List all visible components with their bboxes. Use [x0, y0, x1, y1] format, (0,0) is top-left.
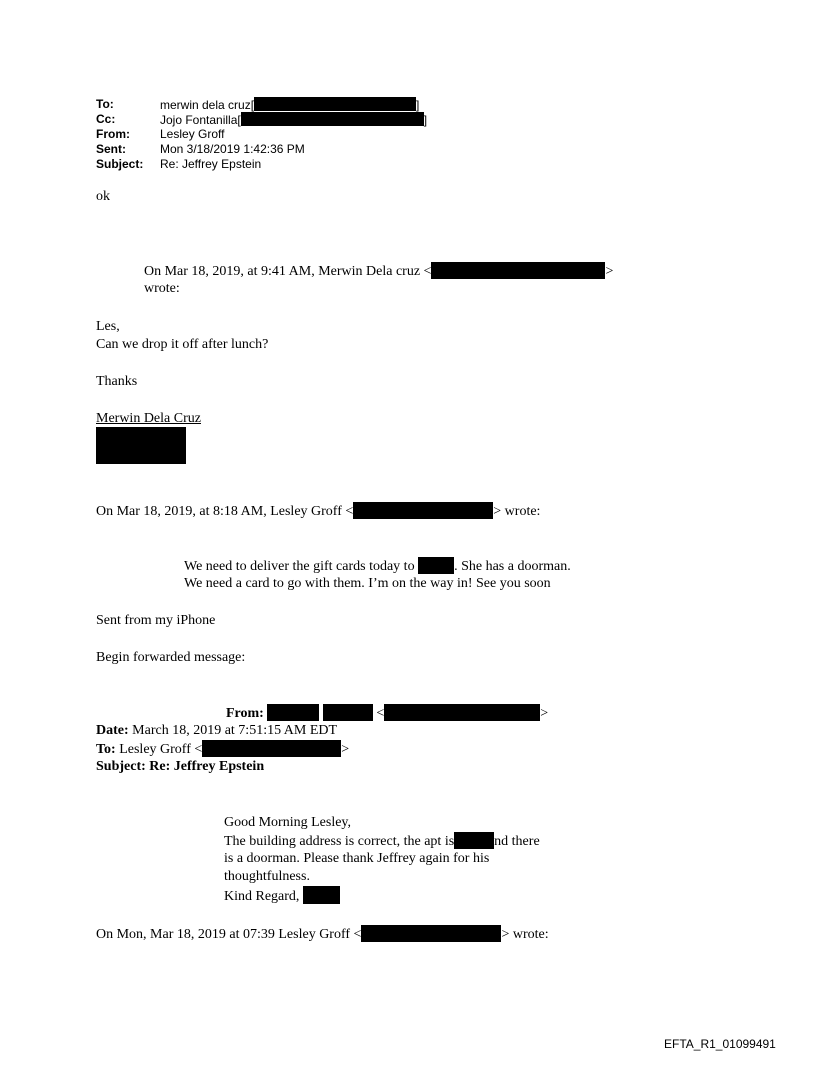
- redaction-block: [254, 97, 416, 111]
- quote-wrote: wrote:: [144, 281, 180, 296]
- to-bracket: ]: [416, 98, 420, 112]
- cc-bracket: ]: [423, 113, 428, 127]
- to-label: To:: [96, 97, 114, 111]
- forwarded-to: [96, 740, 349, 759]
- sent-value: Mon 3/18/2019 1:42:36 PM: [160, 142, 305, 156]
- redaction-block: [361, 925, 501, 942]
- message-text: . She has a doorman.: [454, 559, 571, 574]
- from-label: From:: [96, 127, 130, 141]
- quote-suffix: > wrote:: [493, 504, 541, 519]
- quote-line: On Mon, Mar 18, 2019 at 07:39 Lesley Groff <: [96, 927, 362, 942]
- subject-value: Re: Jeffrey Epstein: [160, 157, 262, 171]
- redaction-block: [303, 886, 340, 904]
- forwarded-subject-value: Re: Jeffrey Epstein: [145, 759, 265, 774]
- subject-label: Subject:: [96, 157, 144, 171]
- forwarded-from-label: From:: [226, 706, 264, 721]
- forwarded-line-3: thoughtfulness.: [224, 869, 310, 884]
- forwarded-line-2: is a doorman. Please thank Jeffrey again for his: [224, 851, 490, 866]
- forwarded-to-value: Lesley Groff <: [115, 742, 203, 757]
- quote-line: On Mar 18, 2019, at 9:41 AM, Merwin Dela cruz <: [144, 264, 432, 279]
- quote-header-lesley: [96, 502, 540, 521]
- forwarded-closing: [224, 886, 340, 906]
- forwarded-line-1: [224, 832, 540, 851]
- redaction-block: [418, 557, 454, 574]
- bracket-close: >: [540, 706, 549, 721]
- sent-label: Sent:: [96, 142, 126, 156]
- lesley-line-1: [184, 557, 571, 576]
- redaction-block: [353, 502, 493, 519]
- quote-header-merwin: [144, 262, 613, 281]
- cc-name: Jojo Fontanilla[: [160, 113, 241, 127]
- signature-name: Merwin Dela Cruz: [96, 411, 201, 426]
- sent-from-text: Sent from my iPhone: [96, 613, 216, 628]
- redaction-block: [454, 832, 494, 849]
- closing-text: Kind Regard,: [224, 889, 300, 904]
- redaction-block: [267, 704, 319, 721]
- redaction-block: [384, 704, 540, 721]
- forwarded-greeting: Good Morning Lesley,: [224, 815, 352, 830]
- bracket-open: <: [376, 706, 385, 721]
- begin-forwarded-text: Begin forwarded message:: [96, 650, 246, 665]
- message-text: We need to deliver the gift cards today to: [184, 559, 419, 574]
- cc-label: Cc:: [96, 112, 116, 126]
- quote-suffix: > wrote:: [501, 927, 549, 942]
- forwarded-from: [226, 704, 548, 723]
- forwarded-date-value: March 18, 2019 at 7:51:15 AM EDT: [128, 723, 338, 738]
- forwarded-date-label: Date:: [96, 723, 129, 738]
- quote-header-lesley-2: [96, 925, 549, 944]
- quote-bracket: >: [605, 264, 614, 279]
- to-name: merwin dela cruz[: [160, 98, 255, 112]
- message-body: Can we drop it off after lunch?: [96, 337, 269, 352]
- quote-line: On Mar 18, 2019, at 8:18 AM, Lesley Groff <: [96, 504, 354, 519]
- message-text: The building address is correct, the apt is: [224, 834, 455, 849]
- redaction-block: [431, 262, 605, 279]
- forwarded-subject-label: Subject:: [96, 759, 146, 774]
- document-id: EFTA_R1_01099491: [664, 1037, 776, 1051]
- redaction-block: [96, 427, 186, 464]
- redaction-block: [241, 112, 424, 126]
- redaction-block: [202, 740, 341, 757]
- lesley-line-2: We need a card to go with them. I’m on the way in! See you soon: [184, 576, 551, 591]
- forwarded-date: [96, 722, 337, 740]
- greeting: Les,: [96, 319, 120, 334]
- thanks-text: Thanks: [96, 374, 138, 389]
- forwarded-to-label: To:: [96, 742, 116, 757]
- message-text: nd there: [494, 834, 540, 849]
- from-value: Lesley Groff: [160, 127, 225, 141]
- forwarded-subject: [96, 758, 264, 776]
- reply-text: ok: [96, 189, 110, 204]
- bracket-close: >: [341, 742, 350, 757]
- redaction-block: [323, 704, 373, 721]
